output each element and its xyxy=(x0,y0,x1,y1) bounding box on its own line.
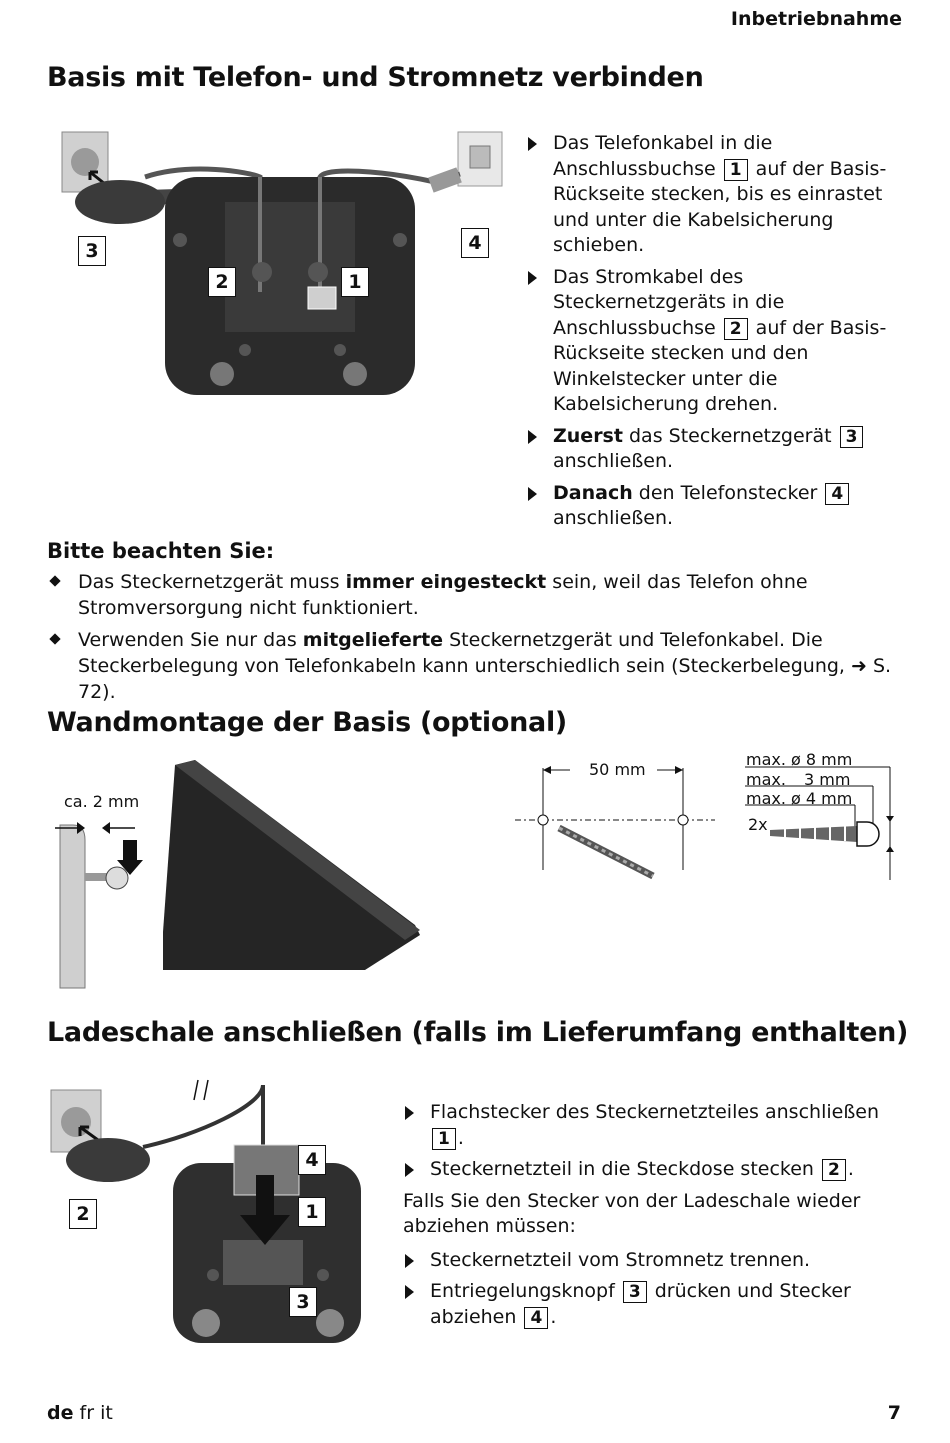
section-header: Inbetriebnahme xyxy=(730,8,902,30)
language-switcher xyxy=(47,1402,113,1424)
notes-list xyxy=(47,569,907,711)
screw-quantity: 2x xyxy=(748,815,768,834)
callout-2: 2 xyxy=(69,1199,97,1229)
page-reference-link[interactable]: S. 72). xyxy=(78,655,892,703)
note-item: Das Steckernetzgerät muss immer eingesteckt sein, weil das Telefon ohne Stromversorgung nicht funktioniert. xyxy=(47,569,907,621)
base-connection-illustration xyxy=(50,122,510,407)
bullet-triangle-icon xyxy=(528,430,537,444)
arrow-right-icon: ➜ xyxy=(851,655,867,677)
section-title-connect: Basis mit Telefon- und Stromnetz verbinden xyxy=(47,62,704,93)
language-others[interactable]: fr it xyxy=(79,1402,113,1424)
callout-4: 4 xyxy=(298,1145,326,1175)
note-item: Verwenden Sie nur das mitgelieferte Steckernetzgerät und Telefonkabel. Die Steckerbelegung von Telefonkabeln kann unterschiedlich sein (Steckerbelegung, ➜ S. 72). xyxy=(47,627,907,705)
bullet-triangle-icon xyxy=(405,1285,414,1299)
section-title-charger: Ladeschale anschließen (falls im Lieferumfang enthalten) xyxy=(47,1017,909,1048)
callout-2: 2 xyxy=(208,267,236,297)
max-length-label: max. xyxy=(746,770,786,789)
gap-label: ca. 2 mm xyxy=(64,792,140,811)
bullet-triangle-icon xyxy=(405,1254,414,1268)
step-plug-in-socket: Steckernetzteil in die Steckdose stecken 2 . xyxy=(403,1157,903,1183)
notes-title: Bitte beachten Sie: xyxy=(47,539,275,563)
callout-1: 1 xyxy=(298,1197,326,1227)
step-telephone-cable: Das Telefonkabel in die Anschlussbuchse 1 auf der Basis-Rückseite stecken, bis es einrastet und unter die Kabelsicherung schieben. xyxy=(526,131,906,259)
connect-steps xyxy=(526,131,906,538)
step-disconnect: Steckernetzteil vom Stromnetz trennen. xyxy=(403,1248,903,1274)
step-power-cable: Das Stromkabel des Steckernetzgeräts in die Anschlussbuchse 2 auf der Basis-Rückseite stecken und den Winkelstecker unter die Kabelsicherung drehen. xyxy=(526,265,906,418)
max-shaft-diameter: max. ø 4 mm xyxy=(746,789,853,808)
bullet-triangle-icon xyxy=(405,1106,414,1120)
max-length-value: 3 mm xyxy=(804,770,851,789)
callout-3: 3 xyxy=(289,1287,317,1317)
bullet-triangle-icon xyxy=(528,487,537,501)
charger-steps xyxy=(403,1100,903,1336)
step-then: Danach den Telefonstecker 4 anschließen. xyxy=(526,481,906,532)
bullet-triangle-icon xyxy=(528,271,537,285)
bullet-diamond-icon xyxy=(49,575,60,586)
max-head-diameter: max. ø 8 mm xyxy=(746,750,853,769)
callout-3: 3 xyxy=(78,236,106,266)
page-number: 7 xyxy=(887,1402,901,1424)
unplug-intro: Falls Sie den Stecker von der Ladeschale wieder abziehen müssen: xyxy=(403,1189,861,1237)
bullet-triangle-icon xyxy=(528,137,537,151)
bullet-diamond-icon xyxy=(49,633,60,644)
distance-label: 50 mm xyxy=(589,760,646,779)
bullet-triangle-icon xyxy=(405,1163,414,1177)
step-release-button: Entriegelungsknopf 3 drücken und Stecker abziehen 4 . xyxy=(403,1279,903,1330)
callout-4: 4 xyxy=(461,228,489,258)
language-current[interactable]: de xyxy=(47,1402,74,1424)
callout-1: 1 xyxy=(341,267,369,297)
step-flat-plug: Flachstecker des Steckernetzteiles anschließen 1 . xyxy=(403,1100,903,1151)
step-first: Zuerst das Steckernetzgerät 3 anschließen. xyxy=(526,424,906,475)
section-title-wall-mount: Wandmontage der Basis (optional) xyxy=(47,707,567,738)
